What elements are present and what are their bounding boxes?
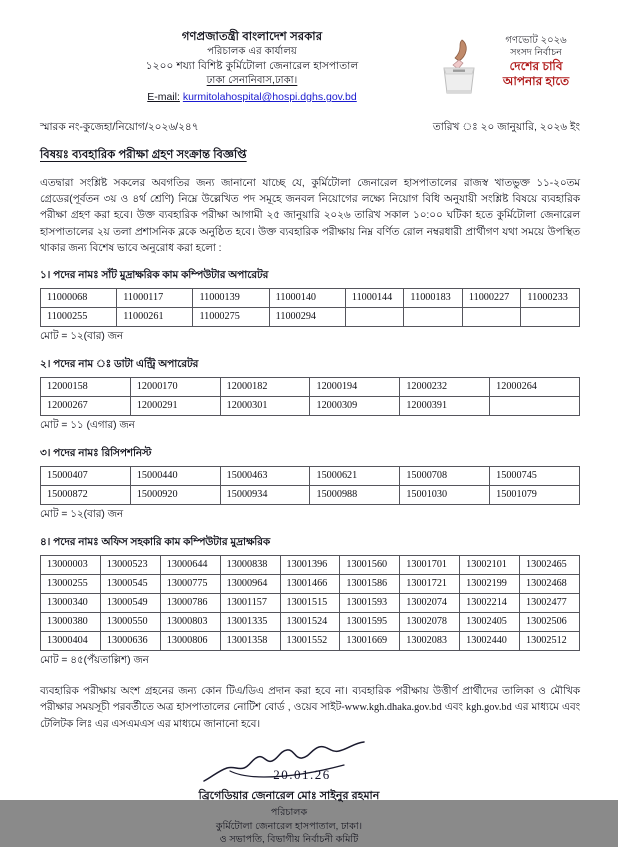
roll-number-cell: 15000708	[400, 467, 490, 486]
roll-number-cell: 13000550	[100, 613, 160, 632]
subject-text: বিষয়ঃ ব্যবহারিক পরীক্ষা গ্রহণ সংক্রান্ত বিজ্ঞপ্তি	[40, 149, 247, 161]
roll-number-cell: 11000139	[193, 289, 269, 308]
roll-number-cell: 13002101	[460, 556, 520, 575]
roll-number-cell: 13001358	[220, 632, 280, 651]
roll-number-cell: 13002465	[520, 556, 580, 575]
roll-number-cell: 13002468	[520, 575, 580, 594]
email-line	[30, 89, 474, 105]
roll-number-cell: 11000144	[345, 289, 404, 308]
logo-line-slogan-2: আপনার হাতে	[502, 74, 570, 88]
roll-number-cell: 11000117	[117, 289, 193, 308]
roll-number-cell: 13001669	[340, 632, 400, 651]
signatory-organisation: কুর্মিটোলা জেনারেল হাসপাতাল, ঢাকা।	[215, 820, 363, 832]
roll-number-cell: 11000275	[193, 308, 269, 327]
roll-number-cell: 11000068	[41, 289, 117, 308]
memo-date: তারিখ ঃ ২০ জানুয়ারি, ২০২৬ ইং	[432, 121, 580, 133]
table-row	[41, 397, 580, 416]
roll-number-cell: 13002199	[460, 575, 520, 594]
sections-container	[26, 268, 592, 670]
roll-number-cell: 15000745	[490, 467, 580, 486]
logo-line-slogan-1: দেশের চাবি	[509, 59, 563, 73]
roll-number-cell: 11000261	[117, 308, 193, 327]
post-total-count: মোট = ১১ (এগার) জন	[40, 420, 135, 432]
roll-number-cell: 15000988	[310, 486, 400, 505]
roll-number-cell: 12000170	[130, 378, 220, 397]
roll-number-cell: 13002214	[460, 594, 520, 613]
roll-number-cell	[521, 308, 580, 327]
roll-number-cell: 15000934	[220, 486, 310, 505]
table-row	[41, 308, 580, 327]
roll-number-cell: 13002512	[520, 632, 580, 651]
roll-number-cell: 15000463	[220, 467, 310, 486]
roll-number-cell: 15001079	[490, 486, 580, 505]
roll-number-cell: 13000636	[100, 632, 160, 651]
roll-number-cell: 13000549	[100, 594, 160, 613]
roll-number-cell: 12000267	[41, 397, 131, 416]
signatory-committee: ও সভাপতি, বিভাগীয় নির্বাচনী কমিটি	[219, 834, 359, 846]
roll-number-cell: 13002074	[400, 594, 460, 613]
roll-number-cell: 13000003	[41, 556, 101, 575]
roll-number-cell: 12000158	[41, 378, 131, 397]
roll-number-cell: 12000391	[400, 397, 490, 416]
roll-number-cell: 13001560	[340, 556, 400, 575]
post-total-count: মোট = ১২(বার) জন	[40, 509, 124, 521]
roll-number-table	[40, 377, 580, 416]
footer-text-1: ব্যবহারিক পরীক্ষায় অংশ গ্রহনের জন্য কোন টিএ/ডিএ প্রদান করা হবে না। ব্যবহারিক পরীক্ষায় উত্তীর্ণ প্রার্থীদের তালিকা ও মৌখিক পরীক্ষার সময়সূচী পরবর্তীতে অত্র হাসপাতালের নোটিশ বোর্ড , ওয়েব সাইট-	[40, 686, 580, 714]
post-title: ২। পদের নাম ঃ ডাটা এন্ট্রি অপারেটর	[40, 359, 199, 371]
roll-number-cell: 13001595	[340, 613, 400, 632]
post-title: ৪। পদের নামঃ অফিস সহকারি কাম কম্পিউটার মুদ্রাক্ষরিক	[40, 537, 271, 549]
post-total-count: মোট = ১২(বার) জন	[40, 331, 124, 343]
roll-number-cell: 11000255	[41, 308, 117, 327]
table-row	[41, 613, 580, 632]
signatory-role: পরিচালক	[270, 807, 308, 819]
org-line-address: ঢাকা সেনানিবাস,ঢাকা।	[206, 74, 298, 86]
roll-number-cell: 15000407	[41, 467, 131, 486]
election-logo	[438, 26, 588, 106]
roll-number-cell: 13001515	[280, 594, 340, 613]
roll-number-cell: 11000294	[269, 308, 345, 327]
ballot-box-icon	[438, 38, 480, 94]
table-row	[41, 556, 580, 575]
signatory-name: ব্রিগেডিয়ার জেনারেল মোঃ সাইনুর রহমান	[198, 790, 380, 803]
table-row	[41, 575, 580, 594]
table-row	[41, 289, 580, 308]
website-url-2[interactable]: kgh.gov.bd	[466, 702, 512, 714]
roll-number-cell: 12000301	[220, 397, 310, 416]
roll-number-cell: 13001157	[220, 594, 280, 613]
roll-number-cell: 13002405	[460, 613, 520, 632]
post-title: ১। পদের নামঃ সাঁট মুদ্রাক্ষরিক কাম কম্পিউটার অপারেটর	[40, 270, 269, 282]
roll-number-cell	[490, 397, 580, 416]
roll-number-cell: 13001701	[400, 556, 460, 575]
roll-number-cell: 13001721	[400, 575, 460, 594]
subject-line	[26, 146, 592, 165]
roll-number-cell: 15000872	[41, 486, 131, 505]
roll-number-cell: 13002506	[520, 613, 580, 632]
roll-number-cell: 13001552	[280, 632, 340, 651]
post-section-3	[26, 446, 592, 524]
post-section-1	[26, 268, 592, 346]
table-row	[41, 594, 580, 613]
document-header	[26, 30, 592, 116]
roll-number-cell: 13001466	[280, 575, 340, 594]
table-row	[41, 632, 580, 651]
roll-number-cell: 13000806	[160, 632, 220, 651]
roll-number-cell: 12000309	[310, 397, 400, 416]
roll-number-cell: 13000775	[160, 575, 220, 594]
logo-text-block	[484, 34, 588, 89]
email-label: E-mail:	[147, 91, 180, 103]
roll-number-table	[40, 288, 580, 327]
roll-number-cell: 13002078	[400, 613, 460, 632]
roll-number-cell: 13000340	[41, 594, 101, 613]
org-line-office: পরিচালক এর কার্যালয়	[207, 45, 297, 57]
post-section-4	[26, 535, 592, 670]
roll-number-cell: 13001593	[340, 594, 400, 613]
footer-text-3: এর মাধ্যমে এবং টেলিটক লিঃ এর এসএমএস এর মাধ্যমে জানানো হবে।	[40, 702, 581, 730]
roll-number-cell: 15000440	[130, 467, 220, 486]
table-row	[41, 378, 580, 397]
roll-number-cell: 15001030	[400, 486, 490, 505]
signature-block	[26, 741, 592, 847]
roll-number-cell: 13001586	[340, 575, 400, 594]
roll-number-table	[40, 555, 580, 651]
roll-number-cell: 13000964	[220, 575, 280, 594]
post-title: ৩। পদের নামঃ রিসিপশনিস্ট	[40, 448, 152, 460]
roll-number-cell: 13000838	[220, 556, 280, 575]
roll-number-cell: 13000380	[41, 613, 101, 632]
roll-number-cell	[345, 308, 404, 327]
roll-number-cell: 13002440	[460, 632, 520, 651]
memo-row	[26, 120, 592, 137]
roll-number-cell: 11000227	[462, 289, 521, 308]
roll-number-cell: 12000232	[400, 378, 490, 397]
roll-number-cell: 13002477	[520, 594, 580, 613]
roll-number-cell: 13000786	[160, 594, 220, 613]
body-paragraph: এতদ্বারা সংশ্লিষ্ট সকলের অবগতির জন্য জানানো যাচ্ছে যে, কুর্মিটোলা জেনারেল হাসপাতালের রাজস্ব খাতভুক্ত ১১-২০তম গ্রেডের(পূর্বতন ৩য় ও ৪র্থ শ্রেণি) নিম্নে উল্লেখিত পদ সমূহে জনবল নিয়োগের লক্ষ্যে নিয়োগ বিধি অনুযায়ী সংশ্লিষ্ট বিষয়ে ব্যবহারিক পরীক্ষা গ্রহণ করা হবে। উক্ত ব্যবহারিক পরীক্ষা আগামী ২৫ জানুয়ারি ২০২৬ তারিখ সকাল ১০:০০ ঘটিকা হতে কুর্মিটোলা জেনারেল হাসপাতালের ২য় তলা প্রশাসনিক ব্লকে অনুষ্ঠিত হবে। উক্ত ব্যবহারিক পরীক্ষায় নিম্ন বর্ণিত রোল নম্বরধারী প্রার্থীগণ যথা সময়ে উপস্থিত থাকার জন্য বিশেষ ভাবে অনুরোধ করা হলো :	[40, 178, 580, 254]
post-total-count: মোট = ৪৫(পঁয়তাল্লিশ) জন	[40, 655, 149, 667]
roll-number-cell: 12000291	[130, 397, 220, 416]
roll-number-cell: 13000523	[100, 556, 160, 575]
website-url-1[interactable]: www.kgh.dhaka.gov.bd	[344, 702, 442, 714]
roll-number-cell: 13000255	[41, 575, 101, 594]
post-section-2	[26, 357, 592, 435]
signature-date: 20.01.26	[273, 767, 331, 783]
roll-number-cell: 13000644	[160, 556, 220, 575]
roll-number-cell	[462, 308, 521, 327]
roll-number-cell: 12000182	[220, 378, 310, 397]
memo-number: স্মারক নং-কুজেহা/নিয়োগ/২০২৬/২৪৭	[40, 121, 199, 133]
roll-number-cell: 13000404	[41, 632, 101, 651]
roll-number-cell	[404, 308, 463, 327]
roll-number-cell: 13001396	[280, 556, 340, 575]
roll-number-cell: 13001524	[280, 613, 340, 632]
roll-number-cell: 13000545	[100, 575, 160, 594]
roll-number-cell: 15000621	[310, 467, 400, 486]
roll-number-cell: 13001335	[220, 613, 280, 632]
roll-number-cell: 12000264	[490, 378, 580, 397]
roll-number-cell: 13000803	[160, 613, 220, 632]
table-row	[41, 486, 580, 505]
roll-number-table	[40, 466, 580, 505]
logo-line-referendum: গণভোট ২০২৬	[505, 35, 567, 46]
table-row	[41, 467, 580, 486]
org-line-government: গণপ্রজাতন্ত্রী বাংলাদেশ সরকার	[181, 31, 323, 43]
footer-paragraph	[26, 684, 592, 733]
roll-number-cell: 11000233	[521, 289, 580, 308]
roll-number-cell: 11000183	[404, 289, 463, 308]
roll-number-cell: 12000194	[310, 378, 400, 397]
footer-text-2: এবং	[441, 702, 467, 714]
roll-number-cell: 13002083	[400, 632, 460, 651]
org-line-hospital: ১২০০ শয্যা বিশিষ্ট কুর্মিটোলা জেনারেল হাসপাতাল	[145, 60, 359, 72]
email-address[interactable]: kurmitolahospital@hospi.dghs.gov.bd	[182, 91, 357, 103]
roll-number-cell: 11000140	[269, 289, 345, 308]
roll-number-cell: 15000920	[130, 486, 220, 505]
logo-line-election: সংসদ নির্বাচন	[510, 47, 562, 58]
